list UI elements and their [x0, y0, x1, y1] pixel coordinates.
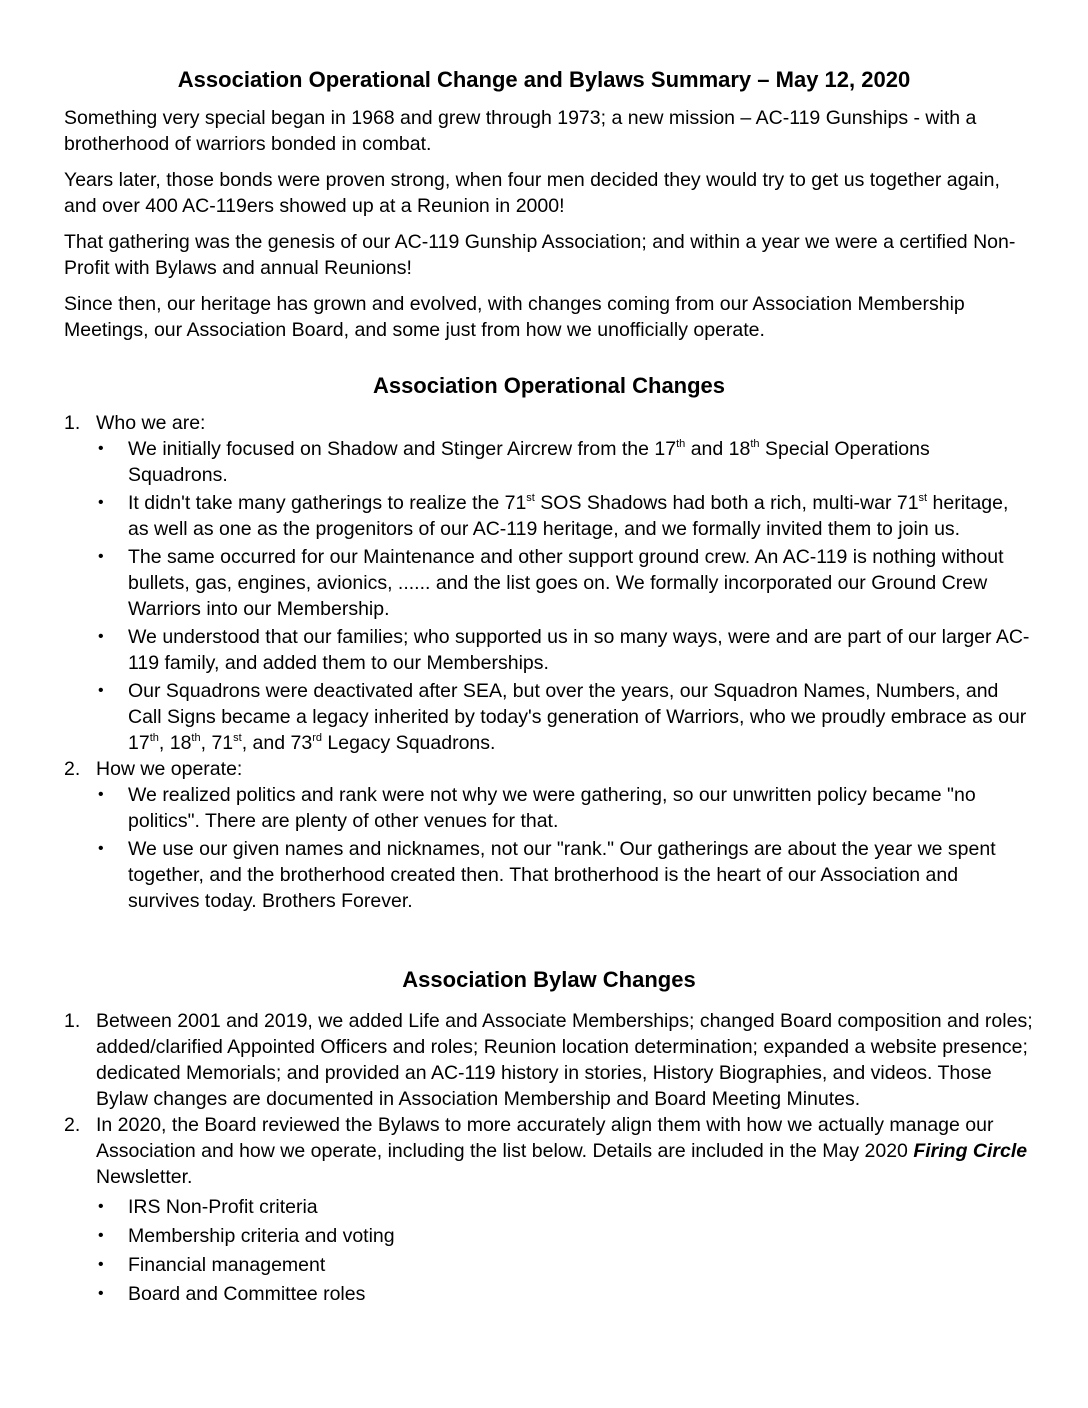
bullet-icon: • — [98, 494, 104, 511]
document-title: Association Operational Change and Bylaws Summary – May 12, 2020 — [177, 67, 911, 92]
ops-bullet-4: • We understood that our families; who supported us in so many ways, were and are part of our larger AC-119 family, and added them to our Memberships. — [98, 626, 1030, 674]
intro-paragraph-2: Years later, those bonds were proven strong, when four men decided they would try to get us together again, and over 400 AC-119ers showed up at a Reunion in 2000! — [64, 169, 1000, 217]
bylaw-list-item: • Board and Committee roles — [98, 1283, 366, 1305]
bylaw-item-1-number: 1. — [64, 1010, 81, 1032]
bylaw-list-item: • IRS Non-Profit criteria — [98, 1196, 318, 1218]
bylaw-item-2: 2. In 2020, the Board reviewed the Bylaws to more accurately align them with how we actually manage our Association and how we operate, including the list below. Details are included in the May 2020 Firing Circle Newsletter. — [64, 1114, 1028, 1188]
ops-item-1 — [64, 410, 1034, 436]
bullet-icon: • — [98, 840, 104, 857]
intro-paragraph-3: That gathering was the genesis of our AC-119 Gunship Association; and within a year we were a certified Non-Profit with Bylaws and annual Reunions! — [64, 231, 1016, 279]
intro-paragraph-1: Something very special began in 1968 and grew through 1973; a new mission – AC-119 Gunships - with a brotherhood of warriors bonded in combat. — [64, 107, 977, 155]
ops-bullet-7: • We use our given names and nicknames, not our "rank." Our gatherings are about the year we spent together, and the brotherhood created then. That brotherhood is the heart of our Association and survives today. Brothers Forever. — [98, 838, 996, 912]
bullet-icon: • — [98, 786, 104, 803]
operational-changes-section — [64, 372, 1034, 914]
ops-bullet-5: • Our Squadrons were deactivated after SEA, but over the years, our Squadron Names, Numbers, and Call Signs became a legacy inherited by today's generation of Warriors, who we proudly embrace as our 17th, 18th, 71st, and 73rd Legacy Squadrons. — [98, 680, 1027, 754]
bullet-icon: • — [98, 1285, 104, 1302]
ops-bullet-6: • We realized politics and rank were not why we were gathering, so our unwritten policy became "no politics". There are plenty of other venues for that. — [98, 784, 976, 832]
bullet-icon: • — [98, 440, 104, 457]
ops-bullet-2: • It didn't take many gatherings to realize the 71st SOS Shadows had both a rich, multi-war 71st heritage, as well as one as the progenitors of our AC-119 heritage, and we formally invited them to join us. — [98, 492, 1009, 540]
ops-bullet-1: • We initially focused on Shadow and Stinger Aircrew from the 17th and 18th Special Operations Squadrons. — [98, 438, 930, 486]
bylaw-list-item: • Financial management — [98, 1254, 326, 1276]
ops-bullet-3: • The same occurred for our Maintenance and other support ground crew. An AC-119 is nothing without bullets, gas, engines, avionics, ...... and the list goes on. We formally incorporated our Ground Crew Warriors into our Membership. — [98, 546, 1004, 620]
bylaw-changes-heading: Association Bylaw Changes — [402, 967, 696, 992]
ops-item-2-label: How we operate: — [96, 758, 243, 780]
ops-item-2-number: 2. — [64, 758, 81, 780]
bylaw-list-item: • Membership criteria and voting — [98, 1225, 395, 1247]
intro-paragraph-4: Since then, our heritage has grown and evolved, with changes coming from our Association Membership Meetings, our Association Board, and some just from how we unofficially operate. — [64, 293, 965, 341]
intro-section — [64, 105, 1034, 343]
ops-item-1-number: 1. — [64, 412, 81, 434]
bullet-icon: • — [98, 628, 104, 645]
bylaw-changes-section — [64, 966, 1034, 1307]
ops-item-2 — [64, 756, 1034, 782]
bullet-icon: • — [98, 1198, 104, 1215]
operational-changes-heading: Association Operational Changes — [372, 373, 726, 398]
newsletter-title: Firing Circle — [913, 1140, 1028, 1162]
ops-item-1-label: Who we are: — [96, 412, 206, 434]
bullet-icon: • — [98, 1256, 104, 1273]
bullet-icon: • — [98, 1227, 104, 1244]
bullet-icon: • — [98, 682, 104, 699]
bylaw-item-1: 1. Between 2001 and 2019, we added Life and Associate Memberships; changed Board composition and roles; added/clarified Appointed Officers and roles; Reunion location determination; expanded a website presence; dedicated Memorials; and provided an AC-119 history in stories, History Biographies, and videos. Those Bylaw changes are documented in Association Membership and Board Meeting Minutes. — [64, 1010, 1033, 1110]
bylaw-item-2-number: 2. — [64, 1114, 81, 1136]
bullet-icon: • — [98, 548, 104, 565]
